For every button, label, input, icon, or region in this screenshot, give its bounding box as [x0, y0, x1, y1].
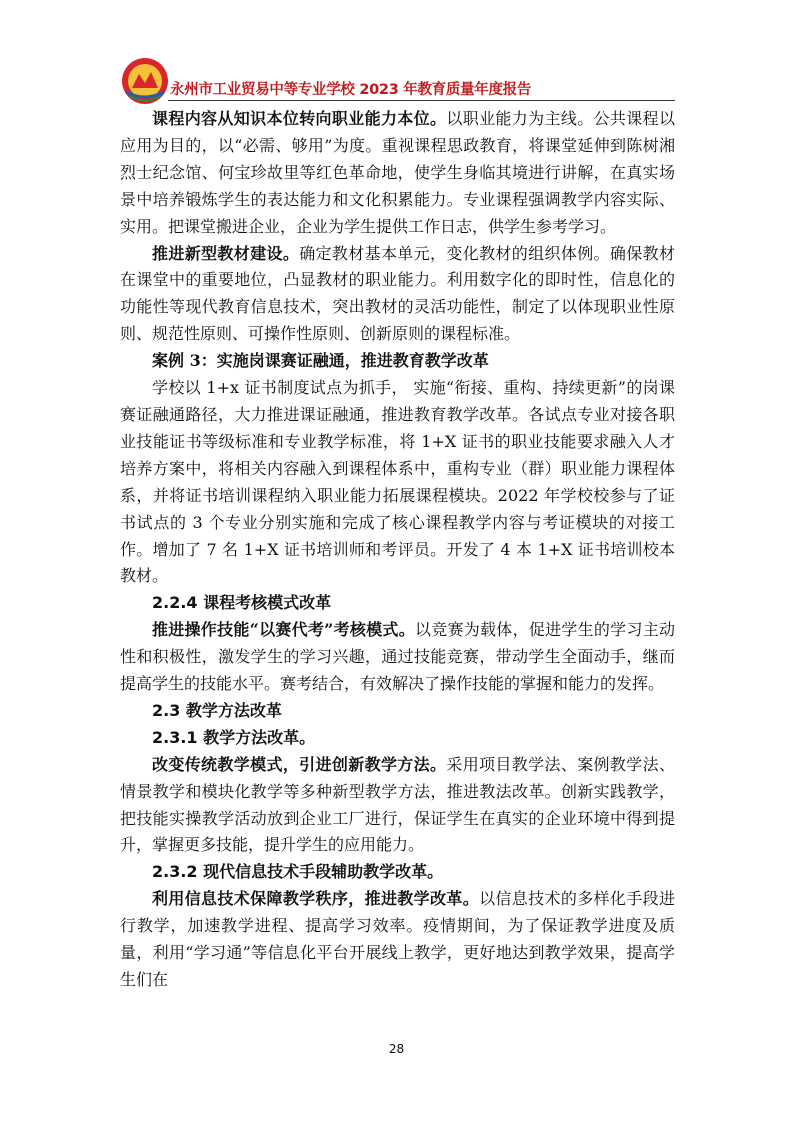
paragraph-information-technology: 利用信息技术保障教学秩序，推进教学改革。以信息技术的多样化手段进行教学，加速教学进程、提高学习效率。疫情期间，为了保证教学进度及质量，利用“学习通”等信息化平台开展线上教学，更好地达到教学效果，提高学生们在: [120, 889, 675, 989]
page-header: [120, 38, 675, 104]
paragraph-curriculum-content: 课程内容从知识本位转向职业能力本位。以职业能力为主线。公共课程以应用为目的，以“必需、够用”为度。重视课程思政教育，将课堂延伸到陈树湘烈士纪念馆、何宝珍故里等红色革命地，使学生身临其境进行讲解，在真实场景中培养锻炼学生的表达能力和文化积累能力。专业课程强调教学内容实际、实用。把课堂搬进企业，企业为学生提供工作日志，供学生参考学习。: [120, 109, 675, 236]
paragraph-teaching-methods: 改变传统教学模式，引进创新教学方法。采用项目教学法、案例教学法、情景教学和模块化教学等多种新型教学方法，推进教法改革。创新实践教学，把技能实操教学活动放到企业工厂进行，保证学生在真实的企业环境中得到提升，掌握更多技能，提升学生的应用能力。: [120, 754, 675, 855]
paragraph-lead: 推进新型教材建设。: [152, 243, 300, 263]
page-number: 28: [388, 1042, 405, 1056]
header-divider: [168, 100, 675, 101]
paragraph-textbook-construction: 推进新型教材建设。确定教材基本单元，变化教材的组织体例。确保教材在课堂中的重要地位，凸显教材的职业能力。利用数字化的即时性，信息化的功能性等现代教育信息技术，突出教材的灵活功能性，制定了以体现职业性原则、规范性原则、可操作性原则、创新原则的课程标准。: [120, 243, 675, 344]
report-header-title: 永州市工业贸易中等专业学校 2023 年教育质量年度报告: [170, 82, 532, 98]
section-heading-2-3-1: 2.3.1 教学方法改革。: [152, 727, 316, 747]
paragraph-lead: 课程内容从知识本位转向职业能力本位。: [152, 109, 447, 128]
case-3-heading: 案例 3：实施岗课赛证融通，推进教育教学改革: [152, 351, 489, 371]
paragraph-lead: 利用信息技术保障教学秩序，推进教学改革。: [152, 889, 480, 909]
section-heading-2-3-2: 2.3.2 现代信息技术手段辅助教学改革。: [152, 862, 444, 882]
school-logo-icon: [120, 56, 170, 106]
paragraph-case-3: 学校以 1+x 证书制度试点为抓手， 实施“衔接、重构、持续更新”的岗课赛证融通路径，大力推进课证融通，推进教育教学改革。各试点专业对接各职业技能证书等级标准和专业教学标准，将 1+X 证书的职业技能要求融入人才培养方案中，将相关内容融入到课程体系中，重构专业（群）职业能力课程体系，并将证书培训课程纳入职业能力拓展课程模块。2022 年学校校参与了证书试点的 3 个专业分别实施和完成了核心课程教学内容与考证模块的对接工作。增加了 7 名 1+X 证书培训师和考评员。开发了 4 本 1+X 证书培训校本教材。: [120, 378, 675, 586]
paragraph-lead: 推进操作技能“以赛代考”考核模式。: [152, 620, 415, 640]
paragraph-lead: 改变传统教学模式，引进创新教学方法。: [152, 754, 447, 774]
section-heading-2-3: 2.3 教学方法改革: [152, 700, 282, 720]
section-heading-2-2-4: 2.2.4 课程考核模式改革: [152, 593, 332, 613]
paragraph-assessment: 推进操作技能“以赛代考”考核模式。以竞赛为载体，促进学生的学习主动性和积极性，激发学生的学习兴趣，通过技能竞赛，带动学生全面动手，继而提高学生的技能水平。赛考结合，有效解决了操作技能的掌握和能力的发挥。: [120, 620, 675, 694]
page-body: [120, 106, 675, 994]
